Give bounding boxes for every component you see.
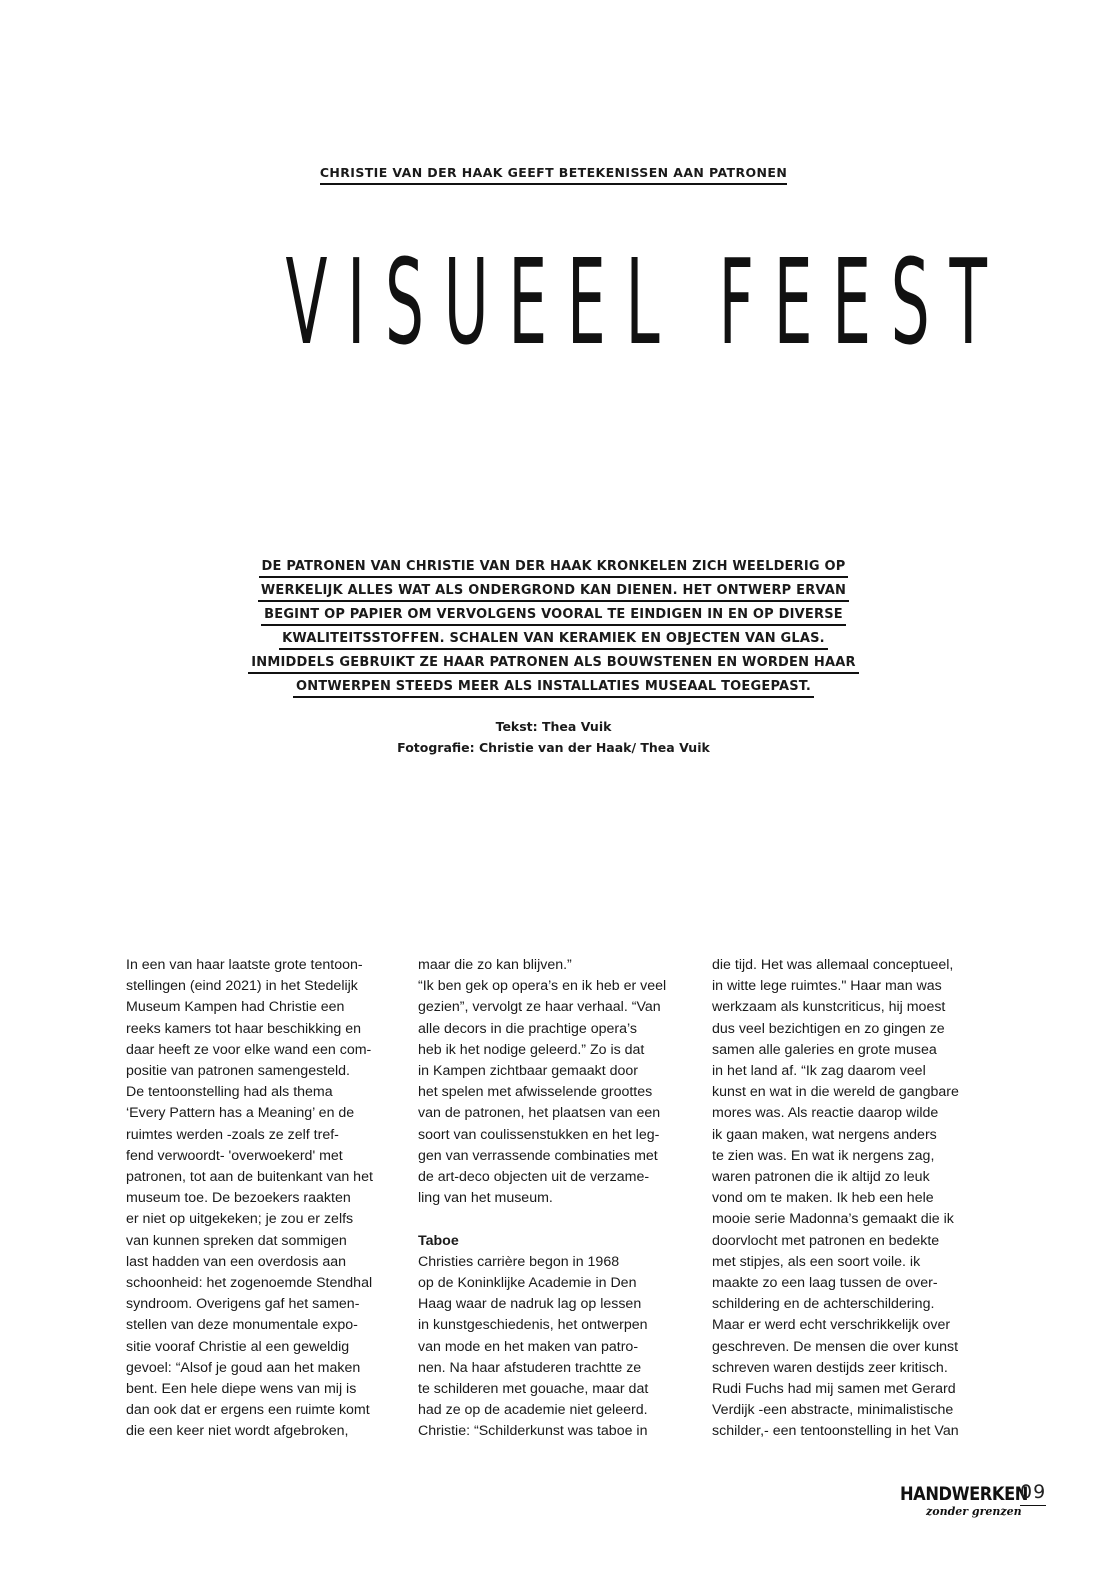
lead-paragraph [180, 557, 927, 701]
kicker [0, 164, 1107, 185]
body-line: had ze op de academie niet geleerd. [418, 1402, 648, 1419]
body-line: op de Koninklijke Academie in Den [418, 1275, 637, 1292]
section-heading: Taboe [418, 1232, 459, 1249]
body-line: gezien”, vervolgt ze haar verhaal. “Van [418, 999, 661, 1016]
body-line: syndroom. Overigens gaf het samen- [126, 1296, 360, 1313]
body-line: sitie vooraf Christie al een geweldig [126, 1338, 350, 1355]
body-line: ruimtes werden -zoals ze zelf tref- [126, 1126, 339, 1143]
kicker-text: CHRISTIE VAN DER HAAK GEEFT BETEKENISSEN AAN PATRONEN [320, 165, 787, 185]
page-number: 09 [1020, 1481, 1046, 1506]
body-line: het spelen met afwisselende groottes [418, 1084, 653, 1101]
body-line: In een van haar laatste grote tentoon- [126, 957, 363, 973]
body-line: die tijd. Het was allemaal conceptueel, [712, 957, 954, 973]
body-line: mooie serie Madonna’s gemaakt die ik [712, 1211, 954, 1228]
body-line: in witte lege ruimtes." Haar man was [712, 978, 942, 995]
body-line: te zien was. En wat ik nergens zag, [712, 1147, 935, 1164]
body-line: gevoel: “Alsof je goud aan het maken [126, 1359, 361, 1376]
body-line: die een keer niet wordt afgebroken, [126, 1423, 349, 1440]
lead-line: ONTWERPEN STEEDS MEER ALS INSTALLATIES MUSEAAL TOEGEPAST. [293, 677, 814, 698]
magazine-tagline: zonder grenzen [926, 1505, 1022, 1518]
photo-credit: Fotografie: Christie van der Haak/ Thea Vuik [397, 740, 710, 755]
body-line: de art-deco objecten uit de verzame- [418, 1169, 650, 1186]
body-line: maakte zo een laag tussen de over- [712, 1275, 938, 1292]
body-line: waren patronen die ik altijd zo leuk [712, 1169, 930, 1186]
body-line: in het land af. “Ik zag daarom veel [712, 1063, 926, 1080]
body-line: maar die zo kan blijven.” [418, 957, 572, 973]
body-column-2 [418, 955, 688, 1443]
body-line: dus veel bezichtigen en zo gingen ze [712, 1020, 945, 1037]
body-line: dan ook dat er ergens een ruimte komt [126, 1402, 370, 1419]
body-line: positie van patronen samengesteld. [126, 1063, 350, 1080]
body-line: stellingen (eind 2021) in het Stedelijk [126, 978, 358, 995]
body-line: in kunstgeschiedenis, het ontwerpen [418, 1317, 648, 1334]
body-line: soort van coulissenstukken en het leg- [418, 1126, 660, 1143]
body-line: er niet op uitgekeken; je zou er zelfs [126, 1211, 354, 1228]
body-line: Verdijk -een abstracte, minimalistische [712, 1402, 954, 1419]
body-line: patronen, tot aan de buitenkant van het [126, 1169, 373, 1186]
body-line: heb ik het nodige geleerd.” Zo is dat [418, 1041, 645, 1058]
body-line: ‘Every Pattern has a Meaning’ en de [126, 1105, 355, 1122]
body-line: ik gaan maken, wat nergens anders [712, 1126, 937, 1143]
lead-line: KWALITEITSSTOFFEN. SCHALEN VAN KERAMIEK EN OBJECTEN VAN GLAS. [279, 629, 828, 650]
body-line: kunst en wat in die wereld de gangbare [712, 1084, 959, 1101]
body-line: mores was. Als reactie daarop wilde [712, 1105, 939, 1122]
body-line: stellen van deze monumentale expo- [126, 1317, 358, 1334]
body-line: vond om te maken. Ik heb een hele [712, 1190, 934, 1207]
body-line: schoonheid: het zogenoemde Stendhal [126, 1275, 373, 1292]
body-column-3 [712, 955, 982, 1443]
body-line: samen alle galeries en grote musea [712, 1041, 937, 1058]
magazine-logo: HANDWERKEN [900, 1484, 1028, 1505]
lead-line: WERKELIJK ALLES WAT ALS ONDERGROND KAN DIENEN. HET ONTWERP ERVAN [258, 581, 849, 602]
body-line: van de patronen, het plaatsen van een [418, 1105, 661, 1122]
body-line: van mode en het maken van patro- [418, 1338, 639, 1355]
page-title: VISUEEL FEEST [285, 233, 1007, 371]
body-line: alle decors in die prachtige opera’s [418, 1020, 637, 1037]
body-line: reeks kamers tot haar beschikking en [126, 1020, 361, 1037]
body-line: fend verwoordt- 'overwoekerd' met [126, 1147, 343, 1164]
body-line: Rudi Fuchs had mij samen met Gerard [712, 1381, 956, 1398]
body-line: doorvlocht met patronen en bedekte [712, 1232, 940, 1249]
lead-line: DE PATRONEN VAN CHRISTIE VAN DER HAAK KRONKELEN ZICH WEELDERIG OP [259, 557, 849, 578]
body-line: bent. Een hele diepe wens van mij is [126, 1381, 357, 1398]
body-line: De tentoonstelling had als thema [126, 1084, 333, 1101]
text-credit: Tekst: Thea Vuik [495, 719, 612, 734]
body-line: in Kampen zichtbaar gemaakt door [418, 1063, 639, 1080]
credits [0, 716, 1107, 758]
paragraph-gap [418, 1209, 688, 1230]
body-line: te schilderen met gouache, maar dat [418, 1381, 649, 1398]
body-line: “Ik ben gek op opera’s en ik heb er veel [418, 978, 667, 995]
body-line: last hadden van een overdosis aan [126, 1253, 347, 1270]
body-line: Maar er werd echt verschrikkelijk over [712, 1317, 951, 1334]
body-line: gen van verrassende combinaties met [418, 1147, 658, 1164]
body-line: daar heeft ze voor elke wand een com- [126, 1041, 372, 1058]
body-line: Haag waar de nadruk lag op lessen [418, 1296, 642, 1313]
body-line: nen. Na haar afstuderen trachtte ze [418, 1359, 642, 1376]
body-line: werkzaam als kunstcriticus, hij moest [712, 999, 946, 1016]
lead-line: BEGINT OP PAPIER OM VERVOLGENS VOORAL TE EINDIGEN IN EN OP DIVERSE [261, 605, 846, 626]
body-line: museum toe. De bezoekers raakten [126, 1190, 351, 1207]
body-line: schildering en de achterschildering. [712, 1296, 935, 1313]
body-line: Christie: “Schilderkunst was taboe in [418, 1423, 648, 1440]
body-line: geschreven. De mensen die over kunst [712, 1338, 959, 1355]
body-column-1 [126, 955, 396, 1443]
body-line: van kunnen spreken dat sommigen [126, 1232, 347, 1249]
body-line: schreven waren destijds zeer kritisch. [712, 1359, 948, 1376]
body-line: Museum Kampen had Christie een [126, 999, 345, 1016]
body-line: schilder,- een tentoonstelling in het Van [712, 1423, 959, 1440]
body-line: met stipjes, als een soort voile. ik [712, 1253, 921, 1270]
body-line: Christies carrière begon in 1968 [418, 1253, 620, 1270]
body-line: ling van het museum. [418, 1190, 553, 1207]
lead-line: INMIDDELS GEBRUIKT ZE HAAR PATRONEN ALS BOUWSTENEN EN WORDEN HAAR [248, 653, 858, 674]
